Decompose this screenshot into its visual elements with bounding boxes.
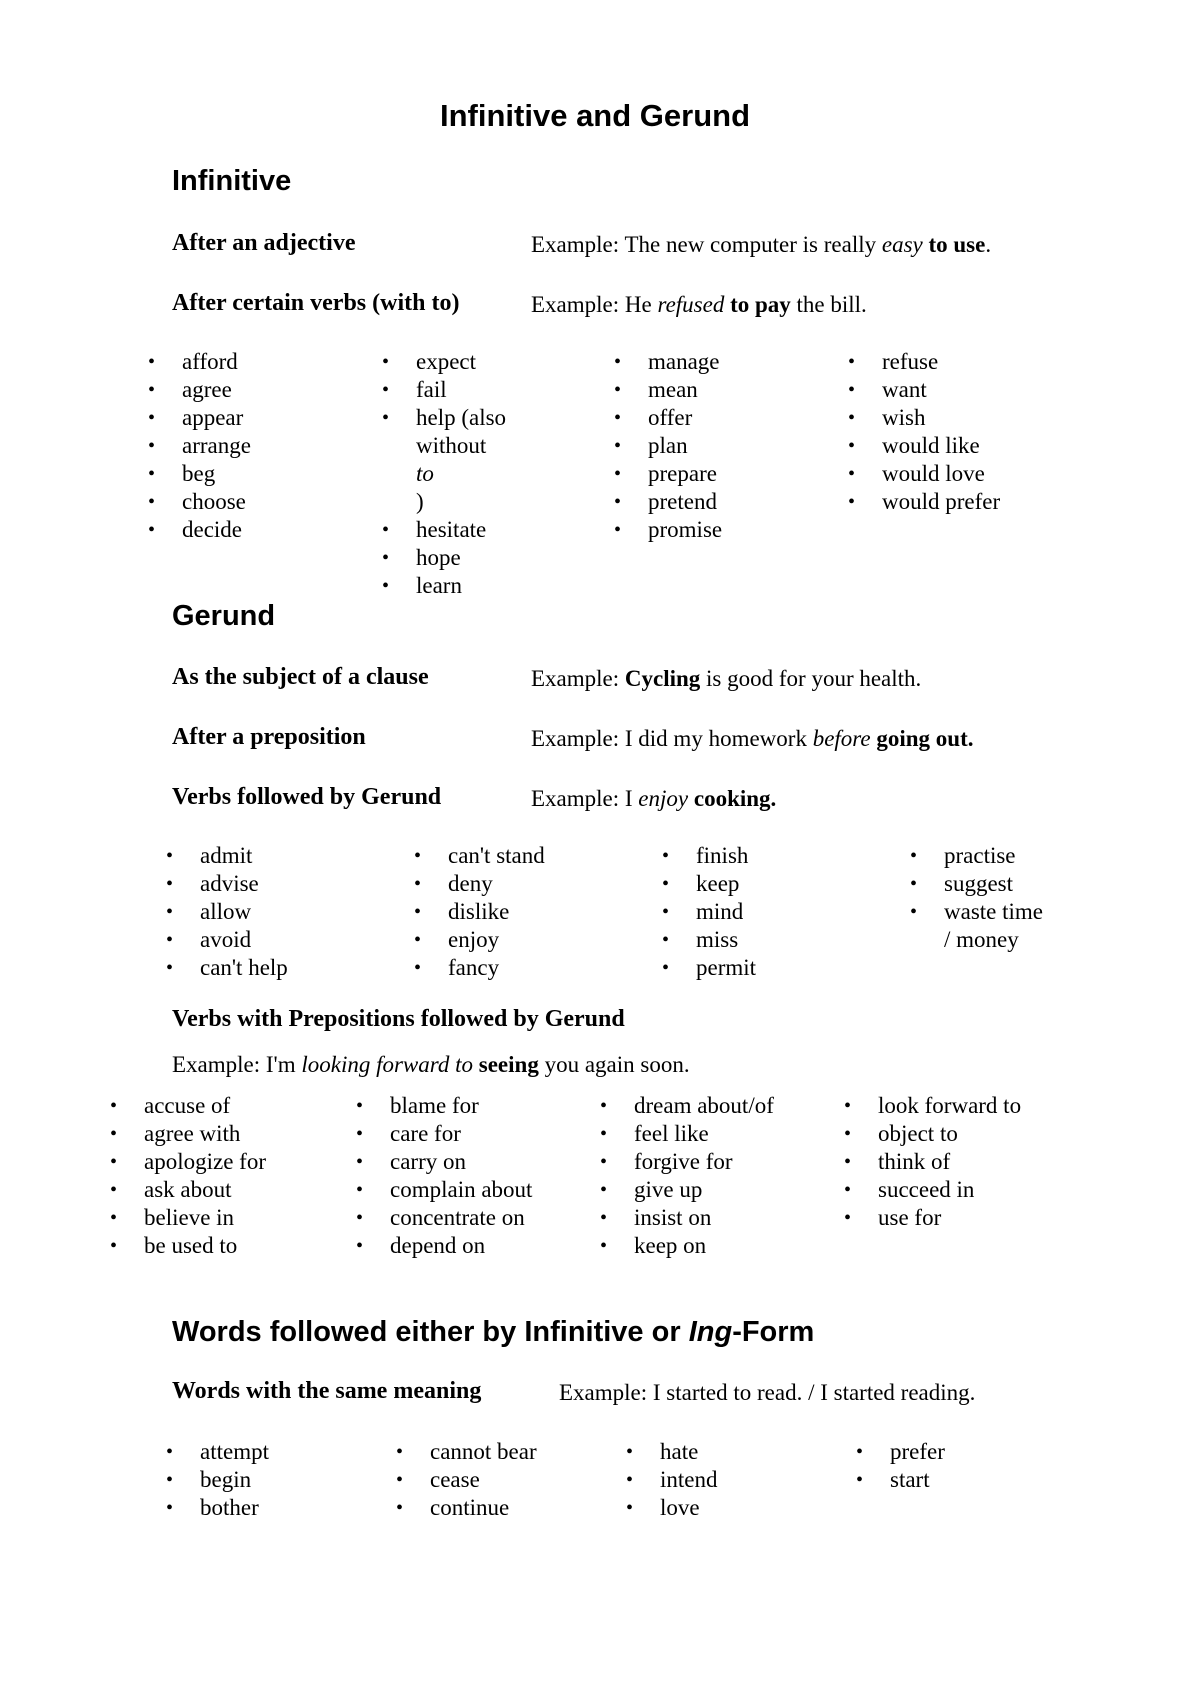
prep-verbs-col-3 xyxy=(600,1092,774,1260)
list-item: • intend xyxy=(626,1466,718,1494)
list-item: • agree xyxy=(148,376,251,404)
list-item: • would love xyxy=(848,460,1000,488)
list-item: • forgive for xyxy=(600,1148,774,1176)
list-item: • decide xyxy=(148,516,251,544)
adjective-example: Example: The new computer is really easy to use. xyxy=(531,232,992,257)
list-item: • want xyxy=(848,376,1000,404)
list-item: • hate xyxy=(626,1438,718,1466)
list-item: • succeed in xyxy=(844,1176,1021,1204)
list-item: • pretend xyxy=(614,488,722,516)
preposition-label: After a preposition xyxy=(172,724,366,750)
list-item: • insist on xyxy=(600,1204,774,1232)
gerund-heading: Gerund xyxy=(172,600,276,632)
list-item: • arrange xyxy=(148,432,251,460)
gerund-verbs-example: Example: I enjoy cooking. xyxy=(531,786,777,811)
list-item: • fail xyxy=(382,376,506,404)
list-item: • prepare xyxy=(614,460,722,488)
list-item: • finish xyxy=(662,842,756,870)
infinitive-verbs-col-1 xyxy=(148,348,251,544)
list-item: • permit xyxy=(662,954,756,982)
list-item: • offer xyxy=(614,404,722,432)
list-item: • blame for xyxy=(356,1092,532,1120)
list-item: • complain about xyxy=(356,1176,532,1204)
certain-verbs-label: After certain verbs (with to) xyxy=(172,290,460,316)
subject-label: As the subject of a clause xyxy=(172,664,429,690)
same-meaning-col-3 xyxy=(626,1438,718,1522)
list-item: • can't help xyxy=(166,954,288,982)
list-item: • fancy xyxy=(414,954,545,982)
list-item: • concentrate on xyxy=(356,1204,532,1232)
same-meaning-col-2 xyxy=(396,1438,537,1522)
list-item: • allow xyxy=(166,898,288,926)
list-item: • cannot bear xyxy=(396,1438,537,1466)
list-item: • carry on xyxy=(356,1148,532,1176)
list-item: • care for xyxy=(356,1120,532,1148)
certain-verbs-example: Example: He refused to pay the bill. xyxy=(531,292,867,317)
list-item: • ask about xyxy=(110,1176,266,1204)
list-item: • be used to xyxy=(110,1232,266,1260)
prep-verbs-col-4 xyxy=(844,1092,1021,1232)
list-item: • start xyxy=(856,1466,945,1494)
list-item: • suggest xyxy=(910,870,1043,898)
list-item: • attempt xyxy=(166,1438,269,1466)
prep-verbs-col-2 xyxy=(356,1092,532,1260)
adjective-label: After an adjective xyxy=(172,230,356,256)
list-item: • love xyxy=(626,1494,718,1522)
gerund-verbs-col-4 xyxy=(910,842,1043,954)
list-item: • expect xyxy=(382,348,506,376)
list-item: • keep on xyxy=(600,1232,774,1260)
list-item: • practise xyxy=(910,842,1043,870)
list-item: • hope xyxy=(382,544,506,572)
page-title: Infinitive and Gerund xyxy=(440,98,751,133)
list-item: • apologize for xyxy=(110,1148,266,1176)
list-item-waste-time: • waste time / money xyxy=(910,898,1043,954)
list-item: • believe in xyxy=(110,1204,266,1232)
prep-verbs-label: Verbs with Prepositions followed by Gerund xyxy=(172,1006,625,1032)
list-item: • give up xyxy=(600,1176,774,1204)
list-item: • begin xyxy=(166,1466,269,1494)
list-item-help: • help (also without to ) xyxy=(382,404,506,516)
gerund-verbs-col-2 xyxy=(414,842,545,982)
list-item: • use for xyxy=(844,1204,1021,1232)
list-item: • promise xyxy=(614,516,722,544)
same-meaning-example: Example: I started to read. / I started reading. xyxy=(559,1380,976,1405)
list-item: • think of xyxy=(844,1148,1021,1176)
list-item: • cease xyxy=(396,1466,537,1494)
gerund-verbs-label: Verbs followed by Gerund xyxy=(172,784,442,810)
list-item: • deny xyxy=(414,870,545,898)
list-item: • appear xyxy=(148,404,251,432)
list-item: • dislike xyxy=(414,898,545,926)
list-item: • would like xyxy=(848,432,1000,460)
list-item: • refuse xyxy=(848,348,1000,376)
list-item: • mean xyxy=(614,376,722,404)
prep-verbs-example: Example: I'm looking forward to seeing you again soon. xyxy=(172,1052,690,1077)
same-meaning-label: Words with the same meaning xyxy=(172,1378,482,1404)
list-item: • feel like xyxy=(600,1120,774,1148)
list-item: • manage xyxy=(614,348,722,376)
gerund-verbs-col-1 xyxy=(166,842,288,982)
list-item: • miss xyxy=(662,926,756,954)
list-item: • would prefer xyxy=(848,488,1000,516)
list-item: • plan xyxy=(614,432,722,460)
infinitive-heading: Infinitive xyxy=(172,165,292,197)
subject-example: Example: Cycling is good for your health. xyxy=(531,666,922,691)
list-item: • prefer xyxy=(856,1438,945,1466)
infinitive-verbs-col-2 xyxy=(382,348,506,600)
list-item: • agree with xyxy=(110,1120,266,1148)
gerund-verbs-col-3 xyxy=(662,842,756,982)
list-item: • afford xyxy=(148,348,251,376)
list-item: • look forward to xyxy=(844,1092,1021,1120)
list-item: • bother xyxy=(166,1494,269,1522)
list-item: • avoid xyxy=(166,926,288,954)
list-item: • learn xyxy=(382,572,506,600)
list-item: • depend on xyxy=(356,1232,532,1260)
list-item: • advise xyxy=(166,870,288,898)
list-item: • keep xyxy=(662,870,756,898)
infinitive-verbs-col-4 xyxy=(848,348,1000,516)
list-item: • hesitate xyxy=(382,516,506,544)
list-item: • beg xyxy=(148,460,251,488)
preposition-example: Example: I did my homework before going out. xyxy=(531,726,974,751)
list-item: • can't stand xyxy=(414,842,545,870)
same-meaning-col-4 xyxy=(856,1438,945,1494)
same-meaning-col-1 xyxy=(166,1438,269,1522)
list-item: • wish xyxy=(848,404,1000,432)
list-item: • enjoy xyxy=(414,926,545,954)
prep-verbs-col-1 xyxy=(110,1092,266,1260)
list-item: • choose xyxy=(148,488,251,516)
either-heading: Words followed either by Infinitive or Ing-Form xyxy=(172,1316,815,1348)
list-item: • continue xyxy=(396,1494,537,1522)
list-item: • mind xyxy=(662,898,756,926)
list-item: • admit xyxy=(166,842,288,870)
infinitive-verbs-col-3 xyxy=(614,348,722,544)
list-item: • dream about/of xyxy=(600,1092,774,1120)
list-item: • object to xyxy=(844,1120,1021,1148)
list-item: • accuse of xyxy=(110,1092,266,1120)
